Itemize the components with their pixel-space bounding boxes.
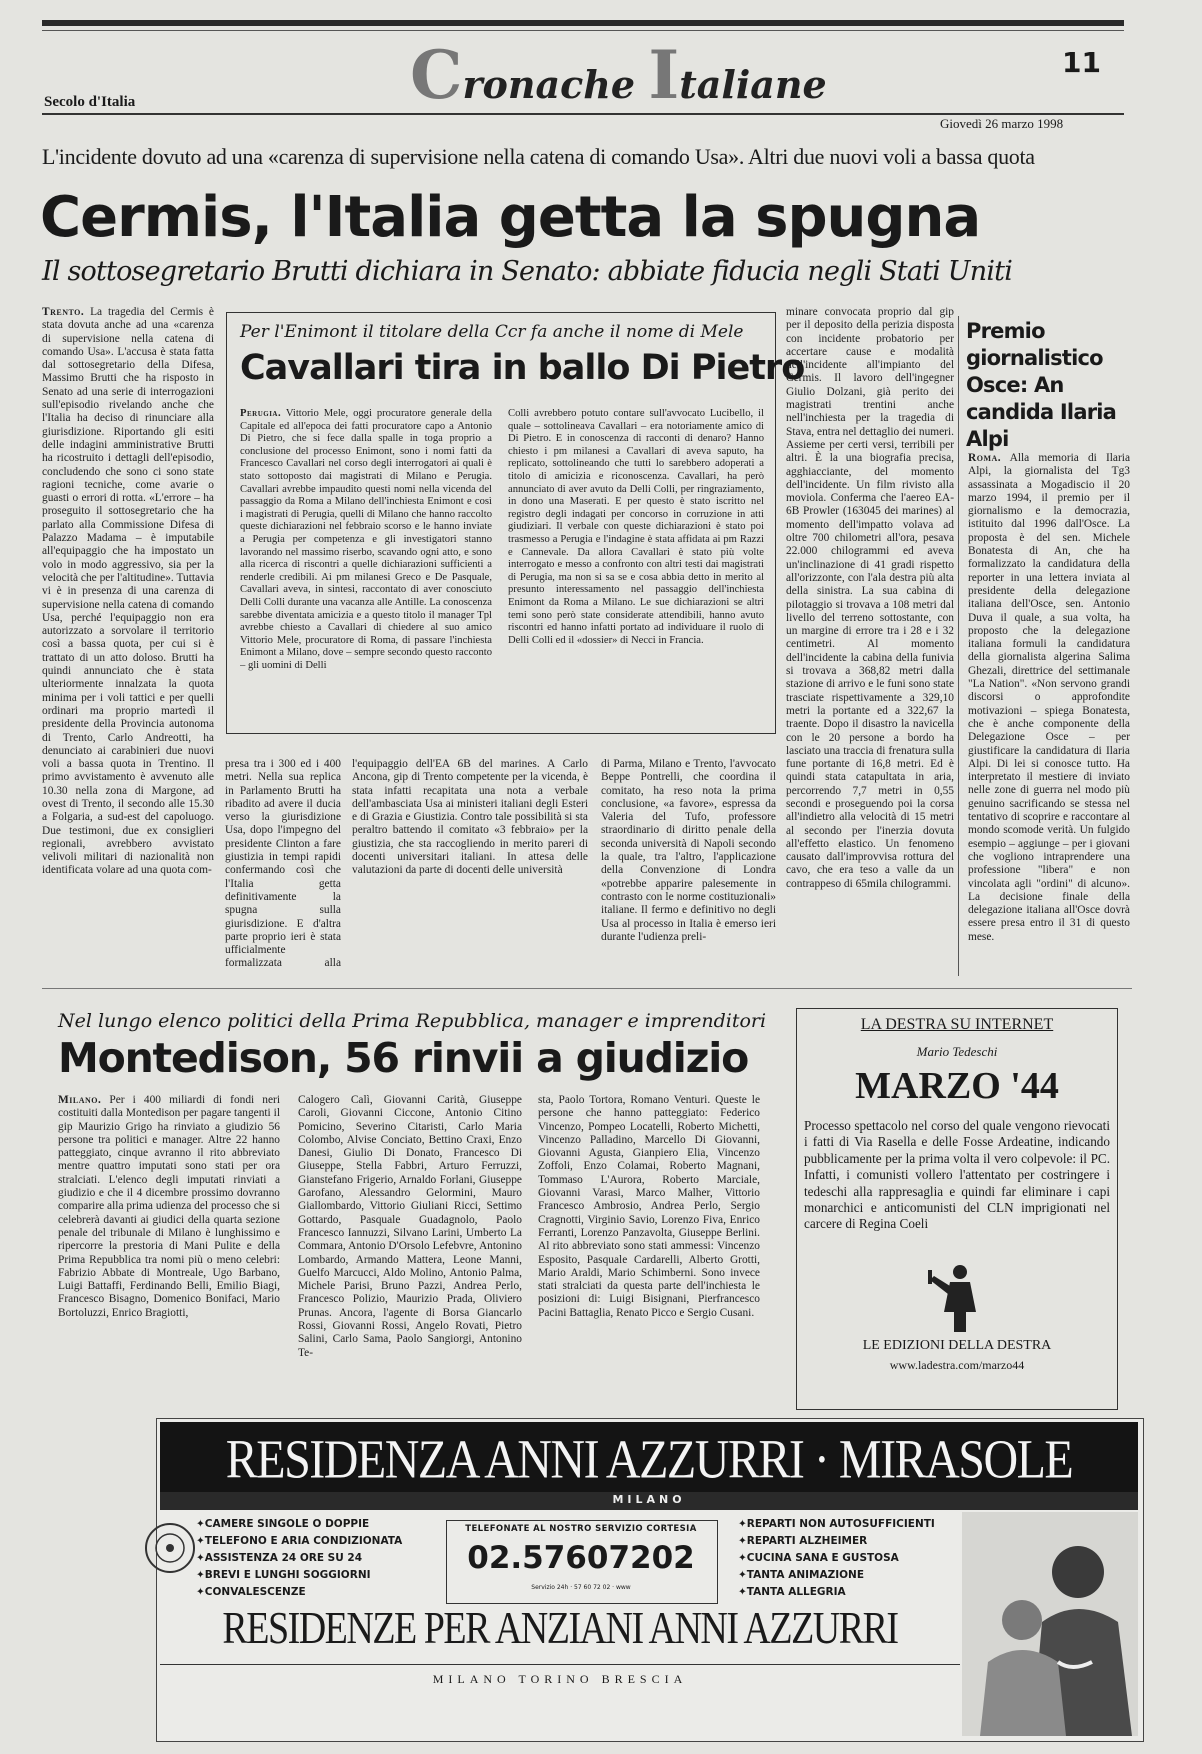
phone-number[interactable]: 02.57607202: [467, 1540, 695, 1576]
section-cap-c: C: [410, 36, 463, 114]
side-dateline: Roma.: [968, 452, 1002, 464]
destra-ad-publisher: LE EDIZIONI DELLA DESTRA: [862, 1338, 1052, 1353]
boxed-col2-text: Colli avrebbero potuto contare sull'avvocato Lucibello, il quale – sottolineava Cavallari – era notoriamente amico di Di Pietro. E in conoscenza di racconti di denaro? Hanno chiesto i pm milanesi a Cavallari di aveva saputo, ha replicato, sottolineando che tutti lo sarebbero adoperati a titolo di amicizia e riconoscenza. Cavallari, ha però annunciato di aver avuto da Delli Colli, per ringraziamento, in dono una Maserati. E per questo è stato iscritto nel registro degli indagati per concorso in corruzione in atti giudiziari. Il verbale con queste dichiarazioni è stato poi trasmesso a Perugia e l'indagine è stata affidata ai pm Razzi e Cannevale. Da allora Cavallari è stato più volte interrogato e messo a confronto con altri testi dai magistrati di Perugia, ma non si sa se e cosa abbia detto in merito al presunto interessamento nel passaggio dell'inchiesta Enimont da Roma a Milano. Le sue dichiarazioni se altri temi sono però state considerate attendibili, hanno avuto riscontri ed hanno infatti portato ad individuare il ruolo di Delli Colli ed il «dossier» di Necci in Francia.: [508, 408, 764, 646]
issue-date: Giovedì 26 marzo 1998: [940, 116, 1064, 131]
main-column-2: [225, 758, 341, 972]
destra-ad-title: LA DESTRA SU INTERNET: [860, 1016, 1054, 1033]
bullet-right-3: ✦CUCINA SANA E GUSTOSA: [738, 1552, 899, 1564]
residenza-left-bullets: [196, 1516, 402, 1601]
bullet-left-4: ✦BREVI E LUNGHI SOGGIORNI: [196, 1569, 371, 1581]
side-text: Alla memoria di Ilaria Alpi, la giornalista del Tg3 assassinata a Mogadiscio il 20 marzo 1994, il premio per il giornalismo e la democrazia, istituito dal 1996 dall'Osce. La proposta è del sen. Michele Bonatesta di An, che ha formalizzato la candidatura della reporter in una lettera inviata al presidente della delegazione italiana dell'Osce, sen. Antonio Duva il quale, a sua volta, ha proposto che la delegazione italiana formuli la candidatura della giornalista algerina Salima Ghezali, direttrice del settimanale "La Nation". «Non servono grandi discorsi o approfondite motivazioni – spiega Bonatesta, che è anche componente della Delegazione Osce – per giustificare la candidatura di Ilaria Alpi. Di lei si conosce tutto. Ha interpretato il mestiere di inviato nelle zone di guerra nel modo più genuino sacrificando se stessa nel tentativo di scoprire e raccontare al mondo scomode verità. Un fulgido esempio – aggiunge – per i giovani che vogliono intraprendere una professione "libera" e non vincolata agli "ordini" di alcuno». La decisione finale della delegazione italiana all'Osce dovrà essere presa entro il 31 di questo mese.: [968, 452, 1130, 943]
montedison-column-2: [298, 1094, 522, 1406]
section-cap-i: I: [648, 36, 680, 114]
side-divider: [958, 316, 959, 976]
destra-ad-book: MARZO '44: [855, 1065, 1059, 1107]
main-kicker: L'incidente dovuto ad una «carenza di supervisione nella catena di comando Usa». Altri due nuovi voli a bassa quota: [42, 144, 1035, 169]
boxed-column-1: [240, 408, 492, 724]
boxed-dateline: Perugia.: [240, 408, 282, 419]
section-title: [410, 36, 827, 114]
residenza-title: RESIDENZA ANNI AZZURRI · MIRASOLE: [225, 1429, 1073, 1491]
section-text-2: taliane: [679, 62, 827, 107]
main-col2-text: presa tra i 300 ed i 400 metri. Nella sua replica in Parlamento Brutti ha ribadito ad avere il ducia verso la giurisdizione Usa, dopo l'impegno del presidente Clinton a fare giustizia in tempi rapidi confermando così che l'Italia getta definitivamente la spugna sulla giurisdizione. E d'altra parte proprio ieri è stata ufficialmente formalizzata alla: [225, 758, 341, 970]
bullet-right-1: ✦REPARTI NON AUTOSUFFICIENTI: [738, 1518, 935, 1530]
side-headline: Premio giornalistico Osce: An candida Ilaria Alpi: [966, 319, 1117, 451]
bullet-left-3: ✦ASSISTENZA 24 ORE SU 24: [196, 1552, 363, 1564]
bullet-left-1: ✦CAMERE SINGOLE O DOPPIE: [196, 1518, 370, 1530]
bullet-left-5: ✦CONVALESCENZE: [196, 1586, 306, 1598]
residenza-city: MILANO: [612, 1493, 686, 1506]
bullet-right-2: ✦REPARTI ALZHEIMER: [738, 1535, 868, 1547]
residenza-right-bullets: [738, 1516, 935, 1601]
main-column-3: [352, 758, 588, 972]
main-col1-text: La tragedia del Cermis è stata dovuta anche ad una «carenza di supervisione nella catena di comando Usa». L'accusa è stata fatta dal sottosegretario della Difesa, Massimo Brutti che ha risposto in Senato ad una serie di interrogazioni sull'episodio rivelando anche che l'Italia ha deciso di rinunciare alla giurisdizione. Riportando gli esiti delle indagini amministrative Brutti ha ricostruito i dettagli dell'episodio, concludendo che sono ci sono state ragioni tecniche, come avarie o guasti o errori di rotta. «L'errore – ha proseguito il sottosegretario che ha parlato alla Commissione Difesa di Palazzo Madama – è imputabile all'equipaggio che ha impostato un volo in modo aggressivo, sia per la velocità che per l'altitudine». Tuttavia vi è in presenza di una carenza di supervisione nella catena di comando Usa, perché l'equipaggio non era autorizzato a sorvolare il territorio così a bassa quota, per cui si è trattato di un atto doloso. Brutti ha quindi annunciato che è stata ulteriormente innalzata la quota minima per i voli tattici e per quelli ordinari ma proprio martedì il presidente della Provincia autonoma di Trento, Carlo Andreotti, ha denunciato ai carabinieri due nuovi voli a bassa quota in Trentino. Il primo avvistamento è avvenuto alle 10.30 nella zona di Margone, ad ovest di Trento, il secondo alle 15.30 a Folgaria, a sud-est del capoluogo. Due testimoni, due ex consiglieri regionali, avrebbero avvistato velivoli militari di nazionalità non identificata volare ad una quota com-: [42, 306, 214, 877]
main-col4-text: di Parma, Milano e Trento, l'avvocato Beppe Pontrelli, che coordina il comitato, ha reso nota la prima conclusione, «a favore», espressa da Valeria del Tufo, professore straordinario di diritto penale della seconda università di Napoli secondo la quale, tra l'altro, l'applicazione della Convenzione di Londra «potrebbe apparire palesemente in contrasto con le norme costituzionali» italiane. Il fermo e definitivo no degli Usa al processo in Italia è emerso ieri durante l'udienza preli-: [601, 758, 776, 943]
residenza-footer-rule: [160, 1664, 960, 1665]
boxed-headline: Cavallari tira in ballo Di Pietro: [240, 348, 805, 388]
top-rule: [42, 20, 1124, 26]
paper-name: Secolo d'Italia: [44, 94, 136, 110]
boxed-column-2: [508, 408, 764, 724]
destra-ad-body: Processo spettacolo nel corso del quale vengono rievocati i fatti di Via Rasella e delle Fosse Ardeatine, indicando pubblicamente per la prima volta il vero colpevole: il PC. Infatti, i comunisti vollero l'attentato per costringere i tedeschi alla rappresaglia e quindi far eliminare i capi monarchici e anticomunisti del CLN imprigionati nel carcere di Regina Coeli: [804, 1118, 1110, 1232]
montedison-kicker: Nel lungo elenco politici della Prima Repubblica, manager e imprenditori: [58, 1010, 767, 1032]
montedison-headline: Montedison, 56 rinvii a giudizio: [58, 1034, 749, 1082]
main-column-4: [601, 758, 776, 972]
elderly-couple-photo-icon: [962, 1512, 1138, 1736]
figure-silhouette-icon: [922, 1262, 992, 1334]
phone-note: Servizio 24h · 57 60 72 02 · www: [531, 1584, 631, 1591]
destra-ad-author: Mario Tedeschi: [916, 1044, 998, 1059]
bullet-left-2: ✦TELEFONO E ARIA CONDIZIONATA: [196, 1535, 403, 1547]
main-col3-text: l'equipaggio dell'EA 6B del marines. A Carlo Ancona, gip di Trento competente per la vicenda, è stata infatti recapitata una nota a verbale dell'ambasciata Usa ai ministeri italiani degli Esteri e di Grazia e Giustizia. Contro tale possibilità si sta peraltro battendo il comitato «3 febbraio» per la giustizia, che sta raccogliendo in merito pareri di docenti universitari italiani. In attesa delle valutazioni da parte di docenti delle università: [352, 758, 588, 877]
main-headline: Cermis, l'Italia getta la spugna: [40, 185, 981, 250]
main-col5-text: minare convocata proprio dal gip per il deposito della perizia disposta con incidente probatorio per accertare cause e modalità dell'incidente all'impianto del Cermis. Il lavoro dell'ingegner Giulio Dolzani, già perito dei magistrati trentini anche nell'inchiesta per la tragedia di Stava, entra nel dettaglio dei numeri. Assieme per certi versi, terribili per altri. È la una biografia precisa, agghiacciante, del momento dell'incidente. Un film rivisto alla moviola. Conferma che l'aereo EA-6B Prowler (163045 dei marines) al momento dell'impatto volava ad oltre 700 chilometri all'ora, pesava 22.000 chilogrammi ed aveva un'inclinazione di 41 gradi rispetto all'orizzonte, con l'ala destra più alta della sinistra. La sua cabina di pilotaggio si trovava a 108 metri dal livello del terreno sottostante, con un margine di errore tra i 28 e i 32 centimetri. Al momento dell'incidente la cabina della funivia si trovava a 368,82 metri dalla stazione di arrivo e le funi sono state trasciate rispettivamente a 329,10 metri la portante ed a 322,67 la traente. Dopo il disastro la navicella con le 20 persone a bordo ha lasciato una traccia di frenatura sulla fune portante di 16,8 metri. Ed è quindi stata catapultata in aria, percorrendo 7,7 metri in 0,55 secondi e proseguendo poi la corsa all'indietro alla velocità di 15 metri al secondo per l'inerzia dovuta all'effetto elastico. Un fenomeno causato dall'improvvisa rottura del cavo, che era teso a valle da un contrappeso di 65mila chilogrammi.: [786, 306, 954, 890]
boxed-col1-text: Vittorio Mele, oggi procuratore generale della Capitale ed all'epoca dei fatti procuratore capo a Antonio Di Pietro, che si fece dalla spalle in toga proprio a conclusione del processo Enimont, sono i nomi fatti da Francesco Cavallari nel corso degli interrogatori ai quali è stato sottoposto dai magistrati di Milano e Perugia. Cavallari avrebbe impaudito questi nomi nella vicenda del passaggio da Roma a Milano dell'inchiesta Enimont e così i magistrati di Perugia, quelli di Milano che hanno raccolto queste dichiarazioni nel febbraio scorso e le hanno inviate a Perugia per competenza e gli investigatori stanno lavorando nel massimo riserbo, scavando ogni atto, e sono alla ricerca di riscontri a quelle dichiarazioni sufficienti a renderle credibili. Ai pm milanesi Greco e De Pasquale, Cavallari aveva, in sintesi, raccontato di aver conosciuto Delli Colli durante una vacanza alle Antille. La conoscenza sarebbe diventata amicizia e a questo titolo il manager Tpl avrebbe chiesto a Cavallari di chiedere al suo amico Vittorio Mele, procuratore di Roma, di passare l'inchiesta Enimont a Milano, dove – sempre secondo questo racconto – gli uomini di Delli: [240, 408, 492, 671]
phone-label: TELEFONATE AL NOSTRO SERVIZIO CORTESIA: [465, 1524, 697, 1534]
montedison-col1-text: Per i 400 miliardi di fondi neri costituiti dalla Montedison per pagare tangenti il gip Maurizio Grigo ha rinviato a giudizio 56 persone tra politici e manager. Altre 22 hanno patteggiato, cinque avranno il rito abbreviato mentre quattro imputati sono stati per ora stralciati. L'elenco degli imputati rinviati a giudizio e che il 4 dicembre prossimo dovranno comparire alla prima udienza del processo che si celebrerà davanti ai giudici della quarta sezione penale del tribunale di Milano è lunghissimo e ripercorre la prestoria di Mani Pulite e della Prima Repubblica tra nomi più o meno celebri: Fabrizio Abbate di Montreale, Ugo Barbano, Luigi Battaffi, Ferdinando Belli, Emilio Biagi, Francesco Bisagno, Domenico Bonifaci, Mario Bortoluzzi, Enrico Bragiotti,: [58, 1094, 280, 1319]
bullet-right-4: ✦TANTA ANIMAZIONE: [738, 1569, 864, 1581]
montedison-col3-text: sta, Paolo Tortora, Romano Venturi. Queste le persone che hanno patteggiato: Federico Vincenzo, Pompeo Locatelli, Roberto Michetti, Vincenzo Palladino, Marcello Di Giovanni, Giovanni Agusta, Gianpiero Elia, Vincenzo Zoffoli, Enzo Colamai, Roberto Magnani, Tommaso L'Aurora, Roberto Marciale, Giovanni Varasi, Marco Malher, Vittorio Francesco Ambrosio, Andrea Perlo, Sergio Cragnotti, Virginio Savio, Lorenzo Fiva, Enrico Ferranti, Lorenzo Panzavolta, Giuseppe Berlini. Al rito abbreviato sono stati ammessi: Vincenzo Esposito, Pasquale Cardarelli, Alberto Grotti, Mario Araldi, Mario Schimberni. Sono invece stati stralciati da questa parte dell'inchiesta le posizioni di: Luigi Bisignani, Pierfrancesco Pacini Battaglia, Renato Picco e Sergio Cusani.: [538, 1094, 760, 1319]
montedison-column-1: [58, 1094, 280, 1406]
section-divider: [42, 988, 1132, 989]
montedison-dateline: Milano.: [58, 1094, 102, 1106]
residenza-logo-icon: [142, 1520, 198, 1576]
main-dateline: Trento.: [42, 306, 85, 318]
bullet-right-5: ✦TANTA ALLEGRIA: [738, 1586, 846, 1598]
montedison-col2-text: Calogero Calì, Giovanni Carità, Giuseppe Caroli, Giovanni Ciccone, Antonio Citino Pomicino, Severino Citaristi, Carlo Maria Colombo, Alvise Conciato, Bettino Craxi, Enzo Danesi, Giulio Di Donato, Francesco Di Giuseppe, Stella Fabbri, Arturo Ferruzzi, Gianstefano Frigerio, Arnaldo Forlani, Giuseppe Garofano, Alessandro Gelormini, Mauro Giallombardo, Vittorio Giuliani Ricci, Settimo Gottardo, Pasquale Guadagnolo, Paolo Francesco Iannuzzi, Silvano Larini, Umberto La Commara, Antonio D'Orsolo Lefebvre, Antonino Lombardo, Armando Mattera, Leone Manni, Guelfo Marcucci, Aldo Molino, Antonio Palma, Michele Parisi, Bruno Pazzi, Andrea Perlo, Francesco Polizio, Maurizio Prada, Oliviero Prunas. Ancora, l'agente di Borsa Giancarlo Rossi, Giovanni Rossi, Angelo Rovati, Pietro Salini, Carlo Sama, Paolo Sangiorgi, Antonino Te-: [298, 1094, 522, 1359]
page-number: 11: [1062, 46, 1101, 79]
residenza-cities: MILANO TORINO BRESCIA: [432, 1672, 688, 1686]
montedison-column-3: [538, 1094, 760, 1406]
main-column-5: [786, 306, 954, 972]
main-column-1: [42, 306, 214, 972]
destra-ad-url[interactable]: www.ladestra.com/marzo44: [889, 1358, 1025, 1372]
section-text-1: ronache: [462, 62, 649, 107]
top-rule-thin: [42, 30, 1124, 31]
main-subhead: Il sottosegretario Brutti dichiara in Senato: abbiate fiducia negli Stati Uniti: [42, 256, 1013, 287]
residenza-footer-title: RESIDENZE PER ANZIANI ANNI AZZURRI: [222, 1603, 898, 1654]
boxed-kicker: Per l'Enimont il titolare della Ccr fa anche il nome di Mele: [240, 322, 744, 342]
side-column: [968, 452, 1130, 976]
